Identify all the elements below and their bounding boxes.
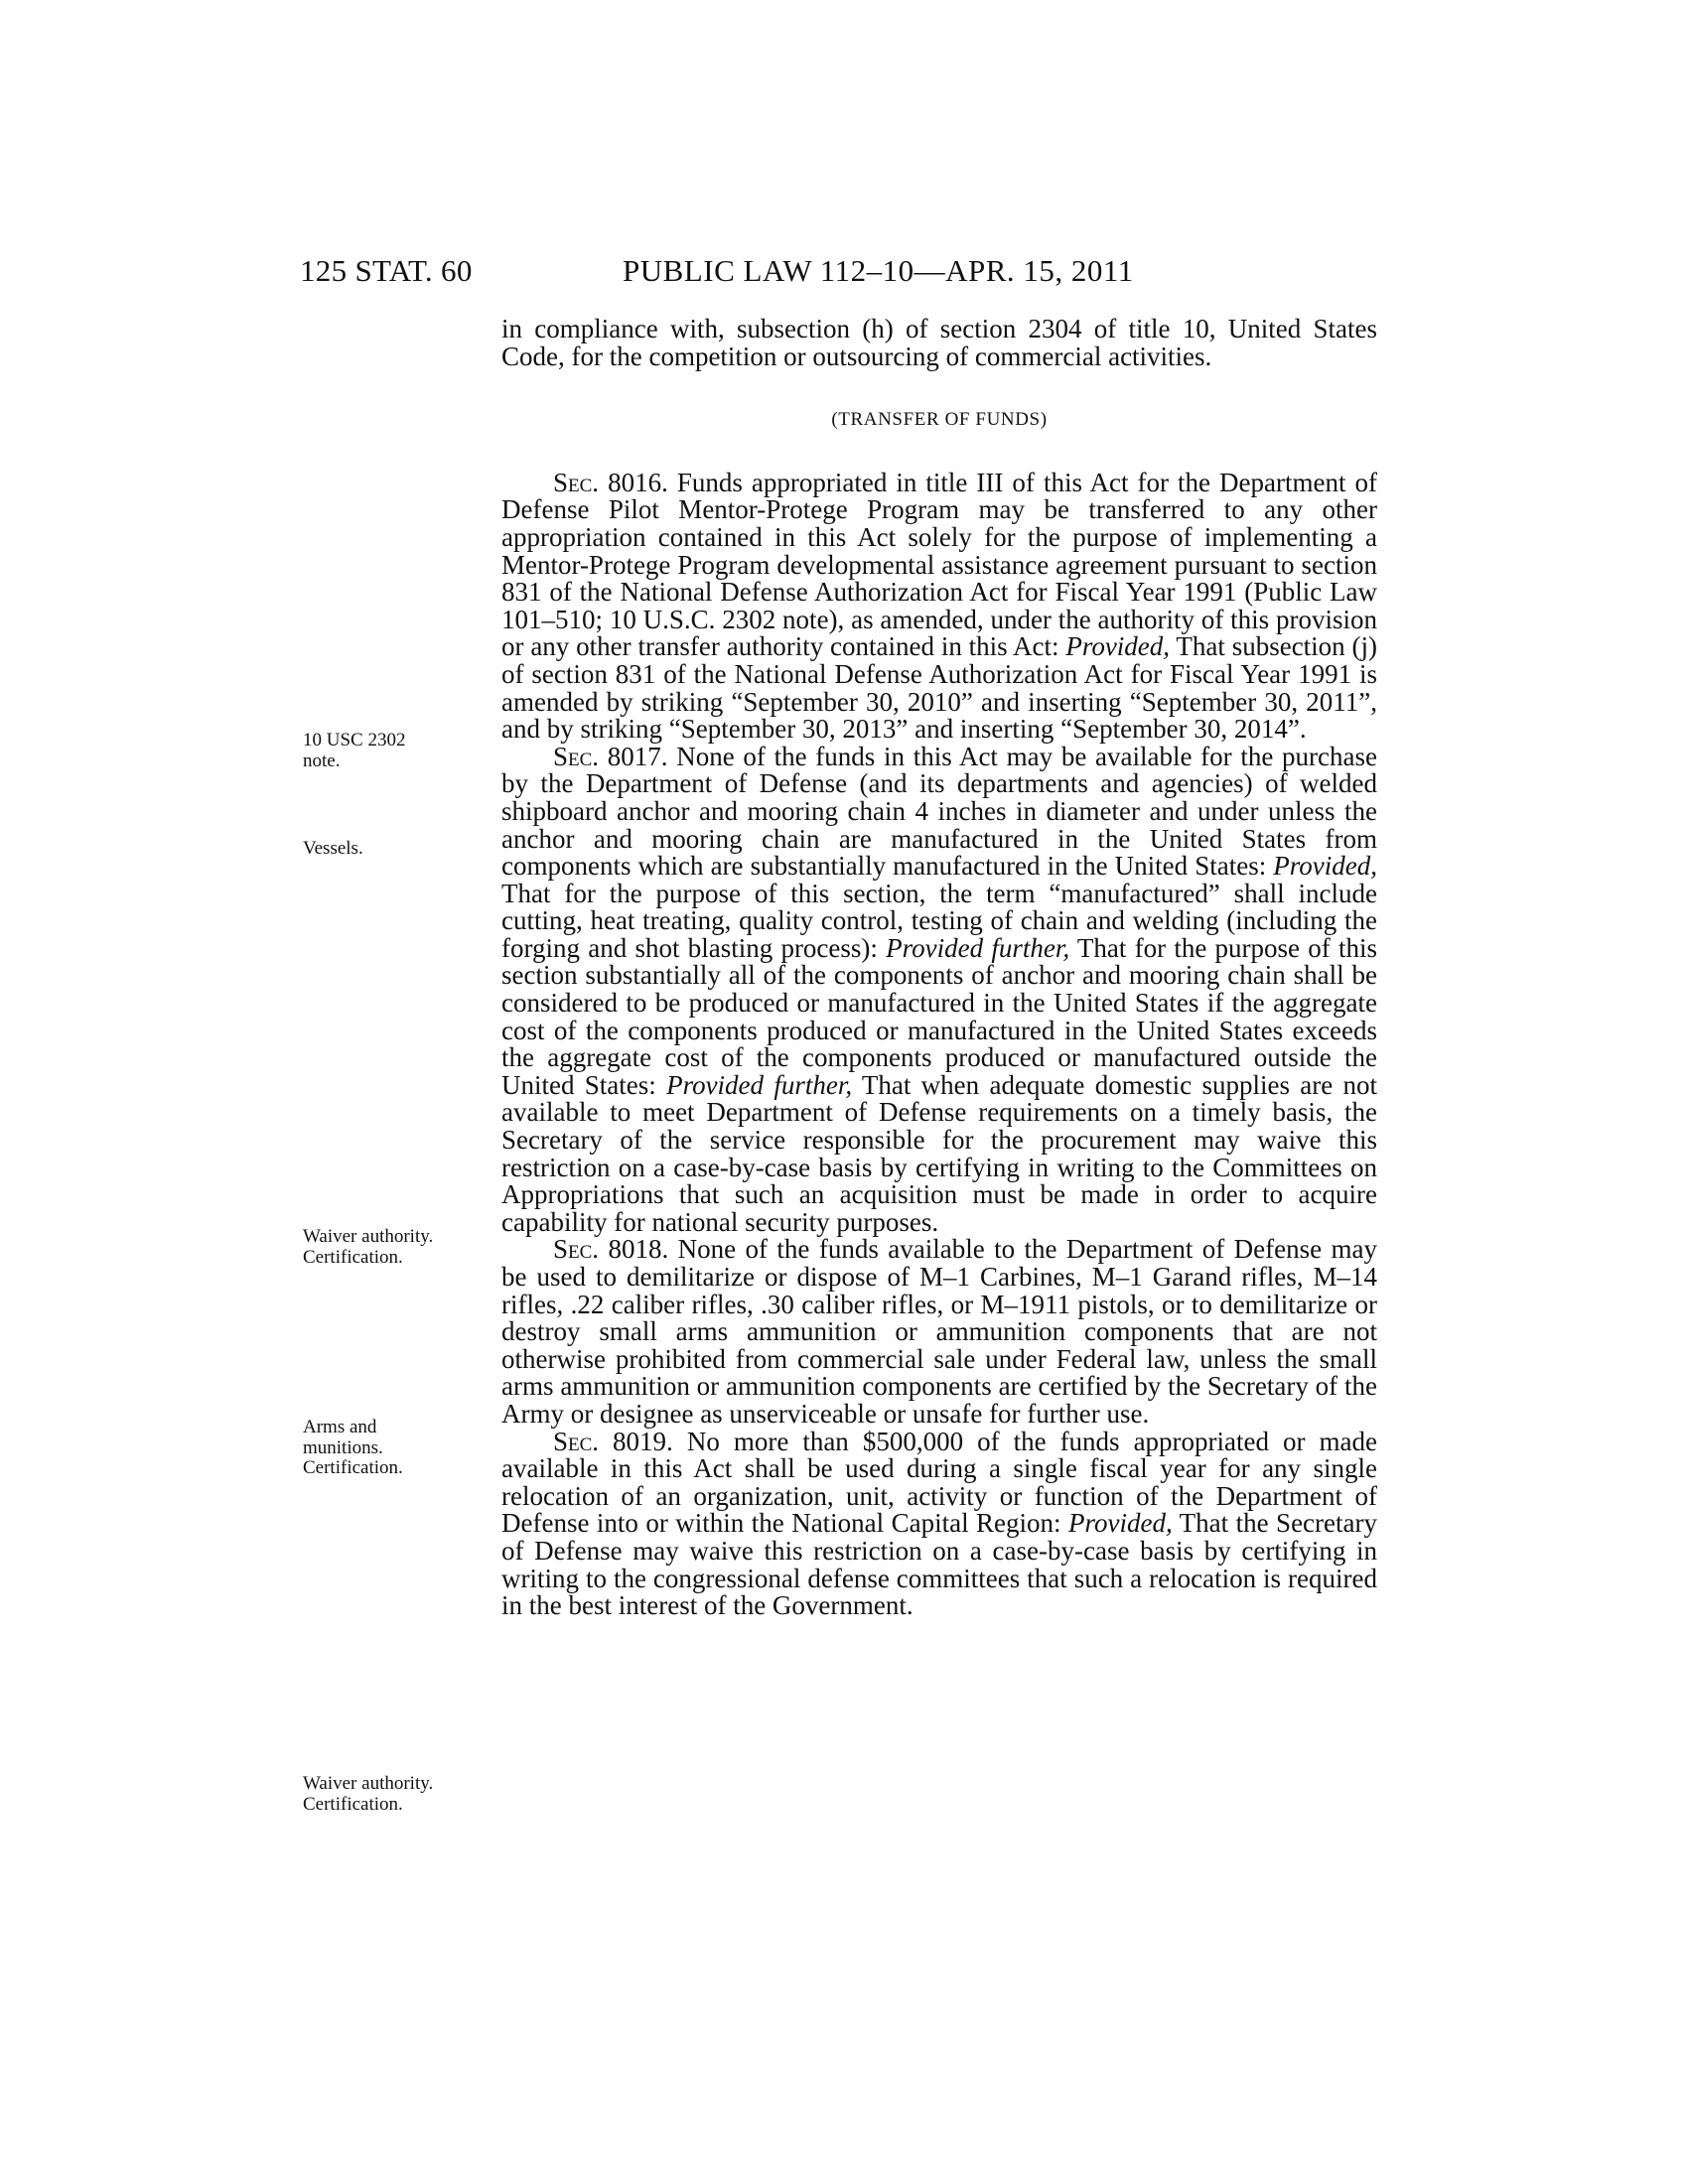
section-8019 bbox=[501, 1426, 1377, 1621]
provided-further-clause: Provided further, bbox=[666, 1069, 853, 1100]
margin-note-line: munitions. bbox=[303, 1436, 383, 1458]
margin-note-line: note. bbox=[303, 750, 341, 771]
margin-note-usc bbox=[303, 731, 492, 771]
section-label: Sec. 8018. bbox=[553, 1234, 669, 1265]
public-law-title: PUBLIC LAW 112–10—APR. 15, 2011 bbox=[623, 253, 1134, 288]
margin-note-line: Certification. bbox=[303, 1793, 403, 1815]
section-text: None of the funds available to the Department of Defense may be used to demilitarize or dispose of M–1 Carbines, M–1 Garand rifles, M–14 rifles, .22 caliber rifles, .30 caliber rifles, or M–1911 pistols, or to demilitarize or destroy small arms ammunition or ammunition components that are not otherwise prohibited from commercial sale under Federal law, unless the small arms ammunition or ammunition components are certified by the Secretary of the Army or designee as unserviceable or unsafe for further use. bbox=[501, 1234, 1378, 1429]
section-label: Sec. 8019. bbox=[553, 1426, 673, 1456]
section-text: No more than $500,000 of the funds appropriated or made available in this Act shall be used during a single fiscal year for any single relocation of an organization, unit, activity or function of the Department of Defense into or within the National Capital Region: bbox=[501, 1426, 1377, 1539]
section-text: Funds appropriated in title III of this Act for the Department of Defense Pilot Mentor-Protege Program may be transferred to any other appropriation contained in this Act solely for the purpose of implementing a Mentor-Protege Program developmental assistance agreement pursuant to section 831 of the National Defense Authorization Act for Fiscal Year 1991 (Public Law 101–510; 10 U.S.C. 2302 note), as amended, under the authority of this provision or any other transfer authority contained in this Act: bbox=[501, 467, 1377, 662]
section-text: None of the funds in this Act may be available for the purchase by the Department of Defense (and its departments and agencies) of welded shipboard anchor and mooring chain 4 inches in diameter and under unless the anchor and mooring chain are manufactured in the United States from components which are substantially manufactured in the United States: bbox=[501, 741, 1378, 882]
margin-note-line: Vessels. bbox=[303, 838, 363, 859]
section-text: That when adequate domestic supplies are not available to meet Department of Defense requirements on a timely basis, the Secretary of the service responsible for the procurement may waive this restriction on a case-by-case basis by certifying in writing to the Committees on Appropriations that such an acquisition must be made in order to acquire capability for national security purposes. bbox=[501, 1069, 1378, 1237]
margin-note-waiver-1 bbox=[303, 1227, 492, 1268]
section-text: That the Secretary of Defense may waive this restriction on a case-by-case basis by certifying in writing to the congressional defense committees that such a relocation is required in the best interest of the Government. bbox=[501, 1508, 1377, 1621]
section-text: That for the purpose of this section, the term “manufactured” shall include cutting, heat treating, quality control, testing of chain and welding (including the forging and shot blasting process): bbox=[501, 878, 1377, 963]
transfer-heading: (TRANSFER OF FUNDS) bbox=[831, 409, 1048, 431]
margin-note-line: 10 USC 2302 bbox=[303, 730, 406, 751]
section-label: Sec. 8016. bbox=[553, 467, 668, 497]
section-text: That subsection (j) of section 831 of the National Defense Authorization Act for Fiscal Year 1991 is amended by striking “September 30, 2010” and inserting “September 30, 2011”, and by striking “September 30, 2013” and inserting “September 30, 2014”. bbox=[501, 631, 1377, 745]
margin-note-vessels bbox=[303, 839, 492, 860]
document-body bbox=[501, 316, 1377, 1620]
margin-note-line: Certification. bbox=[303, 1246, 403, 1268]
margin-note-line: Certification. bbox=[303, 1457, 403, 1478]
provided-clause: Provided, bbox=[1065, 631, 1171, 662]
section-text: That for the purpose of this section substantially all of the components of anchor and mooring chain shall be considered to be produced or manufactured in the United States if the aggregate cost of the components produced or manufactured in the United States exceeds the aggregate cost of the components produced or manufactured outside the United States: bbox=[501, 932, 1377, 1100]
margin-note-line: Arms and bbox=[303, 1417, 377, 1437]
provided-clause: Provided, bbox=[1273, 851, 1377, 882]
margin-note-line: Waiver authority. bbox=[303, 1226, 434, 1247]
stat-page-number: 125 STAT. 60 bbox=[300, 253, 473, 288]
section-label: Sec. 8017. bbox=[553, 741, 668, 771]
section-8018 bbox=[501, 1236, 1377, 1428]
provided-clause: Provided, bbox=[1068, 1508, 1173, 1539]
page-header bbox=[300, 253, 1377, 293]
intro-paragraph: in compliance with, subsection (h) of section 2304 of title 10, United States Code, for the competition or outsourcing of commercial activities. bbox=[501, 314, 1377, 371]
section-8017 bbox=[501, 741, 1378, 1237]
margin-note-line: Waiver authority. bbox=[303, 1773, 434, 1794]
section-8016 bbox=[501, 467, 1377, 745]
provided-further-clause: Provided further, bbox=[886, 932, 1070, 963]
margin-note-arms bbox=[303, 1418, 492, 1479]
margin-note-waiver-2 bbox=[303, 1774, 492, 1815]
